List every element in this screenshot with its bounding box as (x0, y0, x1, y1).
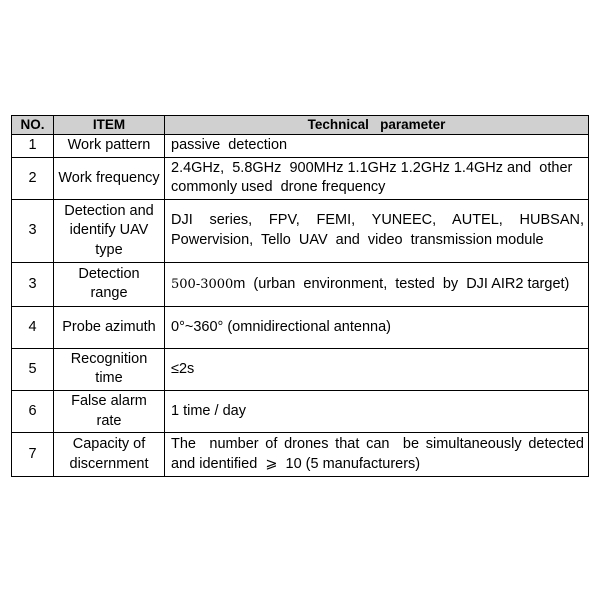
row-item: Work frequency (54, 157, 165, 199)
row-parameter: 0°~360° (omnidirectional antenna) (165, 306, 589, 348)
technical-parameter-table (11, 115, 589, 477)
header-item: ITEM (54, 116, 165, 135)
row-parameter: ≤2s (165, 348, 589, 390)
row-number: 3 (12, 262, 54, 306)
row-item: Recognition time (54, 348, 165, 390)
header-no: NO. (12, 116, 54, 135)
table-row (12, 433, 589, 477)
row-parameter: passive detection (165, 135, 589, 158)
row-number: 3 (12, 199, 54, 262)
table-row (12, 348, 589, 390)
header-technical-parameter: Technical parameter (165, 116, 589, 135)
row-number: 1 (12, 135, 54, 158)
row-item: Capacity of discernment (54, 433, 165, 477)
row-item: Work pattern (54, 135, 165, 158)
row-parameter: The number of drones that can be simultaneously detected and identified ⩾ 10 (5 manufacturers) (165, 433, 589, 477)
row-number: 6 (12, 391, 54, 433)
table-header-row (12, 116, 589, 135)
detection-range-value: 500-3000 (171, 276, 234, 292)
detection-range-detail: m (urban environment, tested by DJI AIR2 target) (233, 275, 570, 292)
table-row (12, 391, 589, 433)
row-item: Detection range (54, 262, 165, 306)
row-parameter: 2.4GHz, 5.8GHz 900MHz 1.1GHz 1.2GHz 1.4GHz and other commonly used drone frequency (165, 157, 589, 199)
row-number: 2 (12, 157, 54, 199)
row-parameter (165, 262, 589, 306)
table-row (12, 135, 589, 158)
row-item: Detection and identify UAV type (54, 199, 165, 262)
table-row (12, 262, 589, 306)
row-parameter: 1 time / day (165, 391, 589, 433)
row-number: 7 (12, 433, 54, 477)
row-number: 4 (12, 306, 54, 348)
row-item: False alarm rate (54, 391, 165, 433)
table-row (12, 306, 589, 348)
row-item: Probe azimuth (54, 306, 165, 348)
row-parameter: DJI series, FPV, FEMI, YUNEEC, AUTEL, HUBSAN, Powervision, Tello UAV and video transmission module (165, 199, 589, 262)
row-number: 5 (12, 348, 54, 390)
table-row (12, 199, 589, 262)
table-row (12, 157, 589, 199)
